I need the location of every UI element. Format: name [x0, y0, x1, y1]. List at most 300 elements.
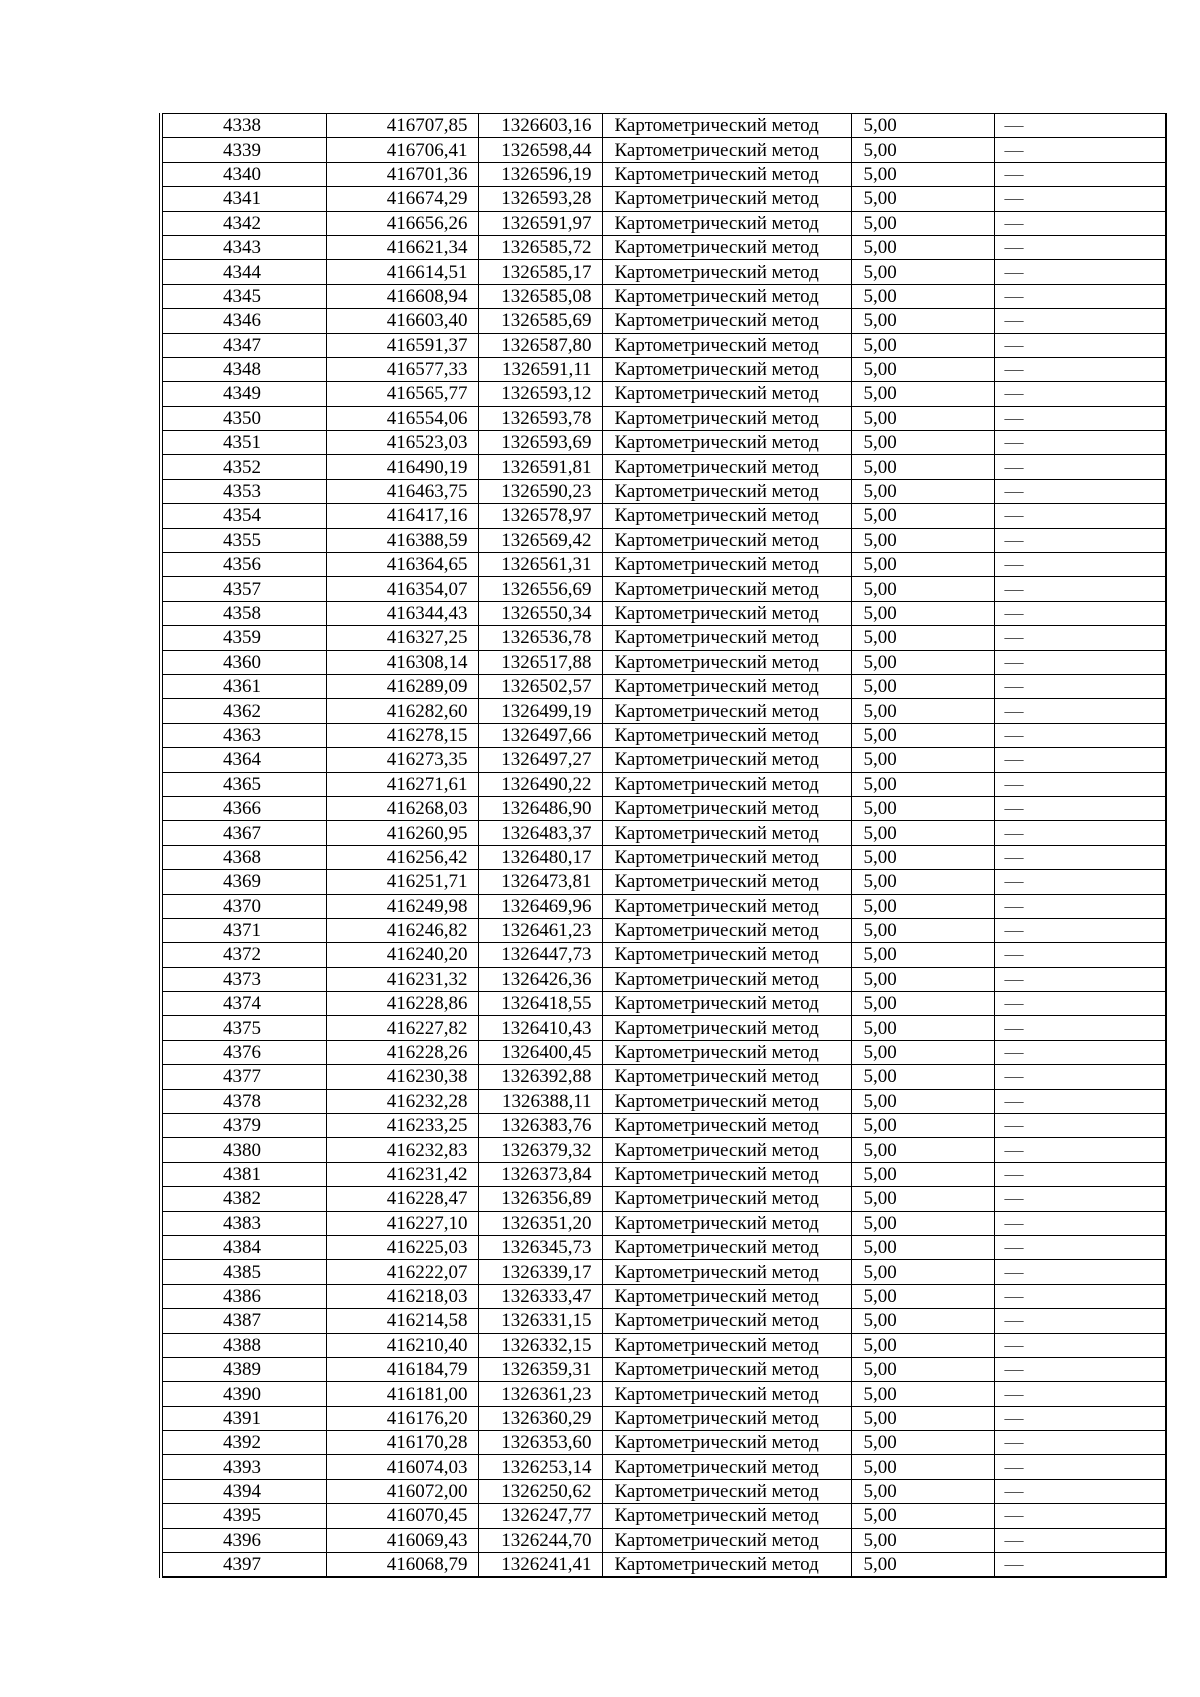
point-number: 4386 — [161, 1284, 326, 1308]
description-cell: — — [994, 1455, 1166, 1479]
coordinate-x: 416227,82 — [326, 1016, 478, 1040]
coordinate-y: 1326569,42 — [478, 528, 602, 552]
point-number: 4363 — [161, 723, 326, 747]
accuracy-cell: 5,00 — [851, 1138, 994, 1162]
table-row — [161, 382, 1166, 406]
coordinate-x: 416417,16 — [326, 504, 478, 528]
accuracy-cell: 5,00 — [851, 1065, 994, 1089]
coordinate-x: 416344,43 — [326, 601, 478, 625]
coordinate-x: 416225,03 — [326, 1235, 478, 1259]
coordinate-x: 416273,35 — [326, 748, 478, 772]
coordinate-x: 416231,32 — [326, 967, 478, 991]
coordinate-x: 416246,82 — [326, 918, 478, 942]
accuracy-cell: 5,00 — [851, 1479, 994, 1503]
method-cell: Картометрический метод — [602, 1309, 851, 1333]
accuracy-cell: 5,00 — [851, 601, 994, 625]
accuracy-cell: 5,00 — [851, 894, 994, 918]
description-cell: — — [994, 479, 1166, 503]
description-cell: — — [994, 943, 1166, 967]
coordinate-y: 1326473,81 — [478, 870, 602, 894]
method-cell: Картометрический метод — [602, 260, 851, 284]
table-row — [161, 1333, 1166, 1357]
coordinate-y: 1326332,15 — [478, 1333, 602, 1357]
coordinate-x: 416210,40 — [326, 1333, 478, 1357]
point-number: 4354 — [161, 504, 326, 528]
description-cell: — — [994, 1309, 1166, 1333]
coordinate-x: 416230,38 — [326, 1065, 478, 1089]
coordinate-y: 1326253,14 — [478, 1455, 602, 1479]
table-row — [161, 1553, 1166, 1578]
point-number: 4364 — [161, 748, 326, 772]
coordinate-x: 416214,58 — [326, 1309, 478, 1333]
table-row — [161, 1187, 1166, 1211]
coordinate-y: 1326591,97 — [478, 211, 602, 235]
point-number: 4352 — [161, 455, 326, 479]
method-cell: Картометрический метод — [602, 553, 851, 577]
coordinate-y: 1326593,78 — [478, 406, 602, 430]
description-cell: — — [994, 918, 1166, 942]
point-number: 4356 — [161, 553, 326, 577]
coordinate-x: 416181,00 — [326, 1382, 478, 1406]
description-cell: — — [994, 626, 1166, 650]
description-cell: — — [994, 528, 1166, 552]
method-cell: Картометрический метод — [602, 406, 851, 430]
accuracy-cell: 5,00 — [851, 1431, 994, 1455]
method-cell: Картометрический метод — [602, 650, 851, 674]
point-number: 4347 — [161, 333, 326, 357]
coordinate-x: 416364,65 — [326, 553, 478, 577]
table-row — [161, 1431, 1166, 1455]
table-row — [161, 162, 1166, 186]
description-cell: — — [994, 967, 1166, 991]
coordinate-y: 1326360,29 — [478, 1406, 602, 1430]
table-row — [161, 528, 1166, 552]
point-number: 4375 — [161, 1016, 326, 1040]
accuracy-cell: 5,00 — [851, 577, 994, 601]
accuracy-cell: 5,00 — [851, 845, 994, 869]
method-cell: Картометрический метод — [602, 674, 851, 698]
table-row — [161, 918, 1166, 942]
description-cell: — — [994, 187, 1166, 211]
method-cell: Картометрический метод — [602, 1040, 851, 1064]
coordinate-y: 1326591,81 — [478, 455, 602, 479]
method-cell: Картометрический метод — [602, 235, 851, 259]
coordinate-y: 1326383,76 — [478, 1114, 602, 1138]
description-cell: — — [994, 1357, 1166, 1381]
point-number: 4391 — [161, 1406, 326, 1430]
table-row — [161, 479, 1166, 503]
table-row — [161, 1528, 1166, 1552]
point-number: 4389 — [161, 1357, 326, 1381]
coordinate-y: 1326339,17 — [478, 1260, 602, 1284]
coordinate-y: 1326351,20 — [478, 1211, 602, 1235]
point-number: 4395 — [161, 1504, 326, 1528]
point-number: 4338 — [161, 114, 326, 138]
coordinate-x: 416256,42 — [326, 845, 478, 869]
coordinate-y: 1326373,84 — [478, 1162, 602, 1186]
method-cell: Картометрический метод — [602, 357, 851, 381]
point-number: 4392 — [161, 1431, 326, 1455]
point-number: 4339 — [161, 138, 326, 162]
coordinate-y: 1326461,23 — [478, 918, 602, 942]
coordinate-y: 1326497,66 — [478, 723, 602, 747]
description-cell: — — [994, 1235, 1166, 1259]
accuracy-cell: 5,00 — [851, 1406, 994, 1430]
coordinate-x: 416176,20 — [326, 1406, 478, 1430]
coordinate-y: 1326587,80 — [478, 333, 602, 357]
table-row — [161, 1235, 1166, 1259]
point-number: 4385 — [161, 1260, 326, 1284]
method-cell: Картометрический метод — [602, 1284, 851, 1308]
method-cell: Картометрический метод — [602, 918, 851, 942]
coordinate-x: 416228,26 — [326, 1040, 478, 1064]
accuracy-cell: 5,00 — [851, 943, 994, 967]
method-cell: Картометрический метод — [602, 1187, 851, 1211]
coordinate-x: 416232,28 — [326, 1089, 478, 1113]
coordinate-y: 1326585,17 — [478, 260, 602, 284]
accuracy-cell: 5,00 — [851, 284, 994, 308]
accuracy-cell: 5,00 — [851, 479, 994, 503]
method-cell: Картометрический метод — [602, 1357, 851, 1381]
point-number: 4397 — [161, 1553, 326, 1578]
coordinate-y: 1326536,78 — [478, 626, 602, 650]
point-number: 4381 — [161, 1162, 326, 1186]
coordinate-y: 1326345,73 — [478, 1235, 602, 1259]
coordinate-y: 1326550,34 — [478, 601, 602, 625]
point-number: 4342 — [161, 211, 326, 235]
description-cell: — — [994, 1138, 1166, 1162]
table-row — [161, 845, 1166, 869]
method-cell: Картометрический метод — [602, 1504, 851, 1528]
coordinate-y: 1326247,77 — [478, 1504, 602, 1528]
description-cell: — — [994, 162, 1166, 186]
accuracy-cell: 5,00 — [851, 260, 994, 284]
method-cell: Картометрический метод — [602, 796, 851, 820]
point-number: 4396 — [161, 1528, 326, 1552]
coordinate-x: 416218,03 — [326, 1284, 478, 1308]
description-cell: — — [994, 382, 1166, 406]
point-number: 4378 — [161, 1089, 326, 1113]
table-row — [161, 1382, 1166, 1406]
description-cell: — — [994, 1431, 1166, 1455]
accuracy-cell: 5,00 — [851, 1333, 994, 1357]
coordinate-y: 1326596,19 — [478, 162, 602, 186]
description-cell: — — [994, 1406, 1166, 1430]
coordinate-x: 416268,03 — [326, 796, 478, 820]
coordinate-x: 416231,42 — [326, 1162, 478, 1186]
description-cell: — — [994, 1089, 1166, 1113]
accuracy-cell: 5,00 — [851, 1553, 994, 1578]
coordinate-y: 1326356,89 — [478, 1187, 602, 1211]
method-cell: Картометрический метод — [602, 748, 851, 772]
point-number: 4359 — [161, 626, 326, 650]
method-cell: Картометрический метод — [602, 1553, 851, 1578]
coordinate-x: 416701,36 — [326, 162, 478, 186]
point-number: 4388 — [161, 1333, 326, 1357]
description-cell: — — [994, 504, 1166, 528]
coordinate-x: 416068,79 — [326, 1553, 478, 1578]
table-row — [161, 601, 1166, 625]
accuracy-cell: 5,00 — [851, 1016, 994, 1040]
description-cell: — — [994, 1211, 1166, 1235]
table-row — [161, 504, 1166, 528]
coordinate-y: 1326499,19 — [478, 699, 602, 723]
table-row — [161, 235, 1166, 259]
table-row — [161, 943, 1166, 967]
method-cell: Картометрический метод — [602, 1406, 851, 1430]
description-cell: — — [994, 796, 1166, 820]
method-cell: Картометрический метод — [602, 1016, 851, 1040]
description-cell: — — [994, 114, 1166, 138]
table-row — [161, 1162, 1166, 1186]
accuracy-cell: 5,00 — [851, 553, 994, 577]
accuracy-cell: 5,00 — [851, 1260, 994, 1284]
accuracy-cell: 5,00 — [851, 1089, 994, 1113]
table-row — [161, 626, 1166, 650]
method-cell: Картометрический метод — [602, 187, 851, 211]
method-cell: Картометрический метод — [602, 431, 851, 455]
coordinate-x: 416074,03 — [326, 1455, 478, 1479]
table-row — [161, 796, 1166, 820]
accuracy-cell: 5,00 — [851, 309, 994, 333]
method-cell: Картометрический метод — [602, 382, 851, 406]
accuracy-cell: 5,00 — [851, 1235, 994, 1259]
table-row — [161, 1406, 1166, 1430]
point-number: 4349 — [161, 382, 326, 406]
description-cell: — — [994, 406, 1166, 430]
point-number: 4350 — [161, 406, 326, 430]
accuracy-cell: 5,00 — [851, 650, 994, 674]
coordinate-y: 1326483,37 — [478, 821, 602, 845]
description-cell: — — [994, 601, 1166, 625]
description-cell: — — [994, 1553, 1166, 1578]
description-cell: — — [994, 431, 1166, 455]
coordinate-y: 1326490,22 — [478, 772, 602, 796]
point-number: 4383 — [161, 1211, 326, 1235]
method-cell: Картометрический метод — [602, 211, 851, 235]
coordinate-x: 416227,10 — [326, 1211, 478, 1235]
method-cell: Картометрический метод — [602, 1138, 851, 1162]
coordinate-x: 416260,95 — [326, 821, 478, 845]
description-cell: — — [994, 309, 1166, 333]
accuracy-cell: 5,00 — [851, 796, 994, 820]
coordinate-x: 416249,98 — [326, 894, 478, 918]
table-row — [161, 260, 1166, 284]
accuracy-cell: 5,00 — [851, 1357, 994, 1381]
accuracy-cell: 5,00 — [851, 821, 994, 845]
description-cell: — — [994, 138, 1166, 162]
method-cell: Картометрический метод — [602, 309, 851, 333]
point-number: 4355 — [161, 528, 326, 552]
point-number: 4377 — [161, 1065, 326, 1089]
description-cell: — — [994, 1016, 1166, 1040]
accuracy-cell: 5,00 — [851, 187, 994, 211]
coordinate-x: 416271,61 — [326, 772, 478, 796]
coordinate-y: 1326418,55 — [478, 992, 602, 1016]
method-cell: Картометрический метод — [602, 601, 851, 625]
point-number: 4390 — [161, 1382, 326, 1406]
method-cell: Картометрический метод — [602, 870, 851, 894]
point-number: 4353 — [161, 479, 326, 503]
coordinate-y: 1326593,69 — [478, 431, 602, 455]
point-number: 4351 — [161, 431, 326, 455]
table-row — [161, 870, 1166, 894]
coordinate-y: 1326392,88 — [478, 1065, 602, 1089]
method-cell: Картометрический метод — [602, 699, 851, 723]
accuracy-cell: 5,00 — [851, 528, 994, 552]
description-cell: — — [994, 992, 1166, 1016]
coordinate-x: 416222,07 — [326, 1260, 478, 1284]
accuracy-cell: 5,00 — [851, 1187, 994, 1211]
method-cell: Картометрический метод — [602, 528, 851, 552]
table-row — [161, 894, 1166, 918]
description-cell: — — [994, 235, 1166, 259]
description-cell: — — [994, 1284, 1166, 1308]
point-number: 4344 — [161, 260, 326, 284]
method-cell: Картометрический метод — [602, 1528, 851, 1552]
coordinate-y: 1326353,60 — [478, 1431, 602, 1455]
method-cell: Картометрический метод — [602, 1431, 851, 1455]
description-cell: — — [994, 821, 1166, 845]
point-number: 4361 — [161, 674, 326, 698]
coordinate-y: 1326388,11 — [478, 1089, 602, 1113]
coordinate-x: 416070,45 — [326, 1504, 478, 1528]
accuracy-cell: 5,00 — [851, 138, 994, 162]
description-cell: — — [994, 723, 1166, 747]
accuracy-cell: 5,00 — [851, 431, 994, 455]
table-row — [161, 1357, 1166, 1381]
table-row — [161, 1309, 1166, 1333]
method-cell: Картометрический метод — [602, 138, 851, 162]
description-cell: — — [994, 577, 1166, 601]
accuracy-cell: 5,00 — [851, 211, 994, 235]
method-cell: Картометрический метод — [602, 1382, 851, 1406]
method-cell: Картометрический метод — [602, 1162, 851, 1186]
description-cell: — — [994, 1114, 1166, 1138]
table-row — [161, 772, 1166, 796]
description-cell: — — [994, 699, 1166, 723]
coordinate-y: 1326244,70 — [478, 1528, 602, 1552]
coordinate-x: 416603,40 — [326, 309, 478, 333]
coordinate-y: 1326359,31 — [478, 1357, 602, 1381]
description-cell: — — [994, 1479, 1166, 1503]
point-number: 4365 — [161, 772, 326, 796]
method-cell: Картометрический метод — [602, 772, 851, 796]
coordinate-y: 1326410,43 — [478, 1016, 602, 1040]
description-cell: — — [994, 1040, 1166, 1064]
coordinate-x: 416282,60 — [326, 699, 478, 723]
accuracy-cell: 5,00 — [851, 1309, 994, 1333]
description-cell: — — [994, 1528, 1166, 1552]
table-row — [161, 1455, 1166, 1479]
table-row — [161, 431, 1166, 455]
coordinate-x: 416289,09 — [326, 674, 478, 698]
method-cell: Картометрический метод — [602, 114, 851, 138]
table-row — [161, 1040, 1166, 1064]
coordinate-x: 416388,59 — [326, 528, 478, 552]
coordinate-y: 1326603,16 — [478, 114, 602, 138]
coordinate-y: 1326480,17 — [478, 845, 602, 869]
accuracy-cell: 5,00 — [851, 406, 994, 430]
description-cell: — — [994, 455, 1166, 479]
accuracy-cell: 5,00 — [851, 504, 994, 528]
coordinate-x: 416614,51 — [326, 260, 478, 284]
table-row — [161, 455, 1166, 479]
coordinate-x: 416354,07 — [326, 577, 478, 601]
point-number: 4370 — [161, 894, 326, 918]
table-row — [161, 748, 1166, 772]
coordinate-x: 416278,15 — [326, 723, 478, 747]
accuracy-cell: 5,00 — [851, 357, 994, 381]
table-row — [161, 1089, 1166, 1113]
point-number: 4376 — [161, 1040, 326, 1064]
coordinates-table — [159, 113, 1167, 1578]
table-row — [161, 114, 1166, 138]
description-cell: — — [994, 845, 1166, 869]
accuracy-cell: 5,00 — [851, 1211, 994, 1235]
method-cell: Картометрический метод — [602, 1211, 851, 1235]
table-row — [161, 992, 1166, 1016]
method-cell: Картометрический метод — [602, 333, 851, 357]
method-cell: Картометрический метод — [602, 284, 851, 308]
table-row — [161, 138, 1166, 162]
table-row — [161, 1260, 1166, 1284]
accuracy-cell: 5,00 — [851, 1284, 994, 1308]
point-number: 4367 — [161, 821, 326, 845]
coordinate-x: 416251,71 — [326, 870, 478, 894]
coordinate-y: 1326361,23 — [478, 1382, 602, 1406]
coordinate-y: 1326598,44 — [478, 138, 602, 162]
point-number: 4357 — [161, 577, 326, 601]
description-cell: — — [994, 284, 1166, 308]
description-cell: — — [994, 260, 1166, 284]
coordinate-x: 416228,47 — [326, 1187, 478, 1211]
coordinate-y: 1326561,31 — [478, 553, 602, 577]
point-number: 4394 — [161, 1479, 326, 1503]
description-cell: — — [994, 748, 1166, 772]
accuracy-cell: 5,00 — [851, 699, 994, 723]
method-cell: Картометрический метод — [602, 1089, 851, 1113]
table-row — [161, 723, 1166, 747]
description-cell: — — [994, 1187, 1166, 1211]
point-number: 4360 — [161, 650, 326, 674]
point-number: 4368 — [161, 845, 326, 869]
accuracy-cell: 5,00 — [851, 992, 994, 1016]
method-cell: Картометрический метод — [602, 992, 851, 1016]
accuracy-cell: 5,00 — [851, 455, 994, 479]
method-cell: Картометрический метод — [602, 821, 851, 845]
coordinate-x: 416069,43 — [326, 1528, 478, 1552]
coordinate-y: 1326578,97 — [478, 504, 602, 528]
table-body — [161, 114, 1166, 1578]
description-cell: — — [994, 553, 1166, 577]
table-row — [161, 1114, 1166, 1138]
point-number: 4346 — [161, 309, 326, 333]
point-number: 4380 — [161, 1138, 326, 1162]
point-number: 4340 — [161, 162, 326, 186]
coordinate-x: 416621,34 — [326, 235, 478, 259]
coordinate-x: 416554,06 — [326, 406, 478, 430]
coordinate-x: 416674,29 — [326, 187, 478, 211]
table-row — [161, 967, 1166, 991]
table-row — [161, 406, 1166, 430]
coordinate-y: 1326333,47 — [478, 1284, 602, 1308]
method-cell: Картометрический метод — [602, 723, 851, 747]
coordinate-y: 1326497,27 — [478, 748, 602, 772]
point-number: 4345 — [161, 284, 326, 308]
coordinate-y: 1326502,57 — [478, 674, 602, 698]
coordinate-y: 1326469,96 — [478, 894, 602, 918]
